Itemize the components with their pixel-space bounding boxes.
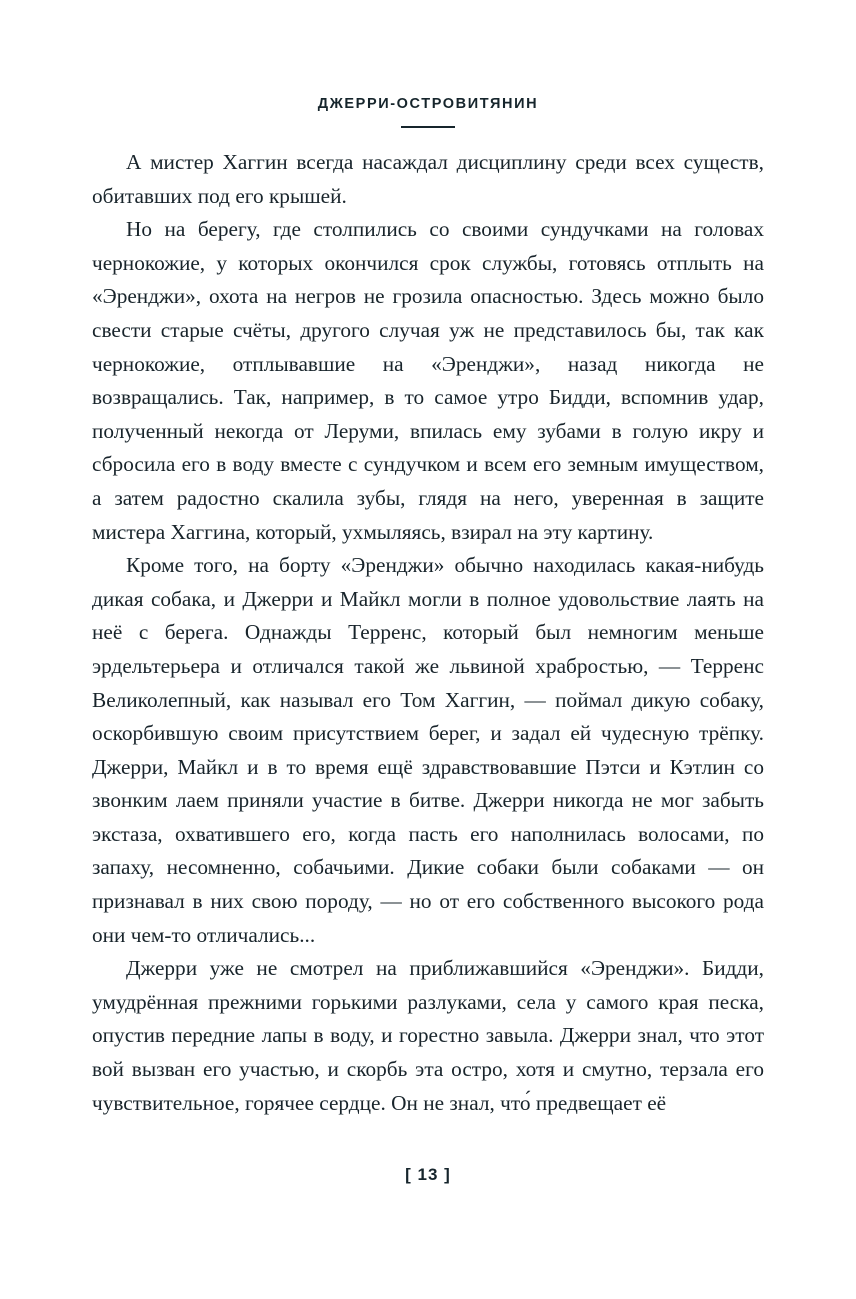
running-head: ДЖЕРРИ-ОСТРОВИТЯНИН [317, 96, 539, 112]
paragraph: А мистер Хаггин всегда насаждал дисциплину среди всех существ, обитавших под его крышей. [92, 150, 764, 208]
page-number: [ 13 ] [405, 1165, 451, 1184]
header-divider [401, 126, 455, 128]
paragraph: Кроме того, на борту «Эренджи» обычно находилась какая-нибудь дикая собака, и Джерри и Майкл могли в полное удовольствие лаять на неё с берега. Однажды Терренс, который был немногим меньше эрдельтерьера и отличался такой же львиной храбростью, — Терренс Великолепный, как называл его Том Хаггин, — поймал дикую собаку, оскорбившую своим присутствием берег, и задал ей чудесную трёпку. Джерри, Майкл и в то время ещё здравствовавшие Пэтси и Кэтлин со звонким лаем приняли участие в битве. Джерри никогда не мог забыть экстаза, охватившего его, когда пасть его наполнилась волосами, по запаху, несомненно, собачьими. Дикие собаки были собаками — он признавал в них свою породу, — но от его собственного высокого рода они чем-то отличались... [92, 553, 764, 947]
paragraph: Но на берегу, где столпились со своими сундучками на головах чернокожие, у которых окончился срок службы, готовясь отплыть на «Эренджи», охота на негров не грозила опасностью. Здесь можно было свести старые счёты, другого случая уж не представилось бы, так как чернокожие, отплывавшие на «Эренджи», назад никогда не возвращались. Так, например, в то самое утро Бидди, вспомнив удар, полученный некогда от Леруми, впилась ему зубами в голую икру и сбросила его в воду вместе с сундучком и всем его земным имуществом, а затем радостно скалила зубы, глядя на него, уверенная в защите мистера Хаггина, который, ухмыляясь, взирал на эту картину. [92, 217, 764, 544]
paragraph: Джерри уже не смотрел на приближавшийся «Эренджи». Бидди, умудрённая прежними горькими разлуками, села у самого края песка, опустив передние лапы в воду, и горестно завыла. Джерри знал, что этот вой вызван его участью, и скорбь эта остро, хотя и смутно, терзала его чувствительное, горячее сердце. Он не знал, что́ предвещает её [92, 956, 764, 1115]
page-body [92, 146, 764, 1120]
